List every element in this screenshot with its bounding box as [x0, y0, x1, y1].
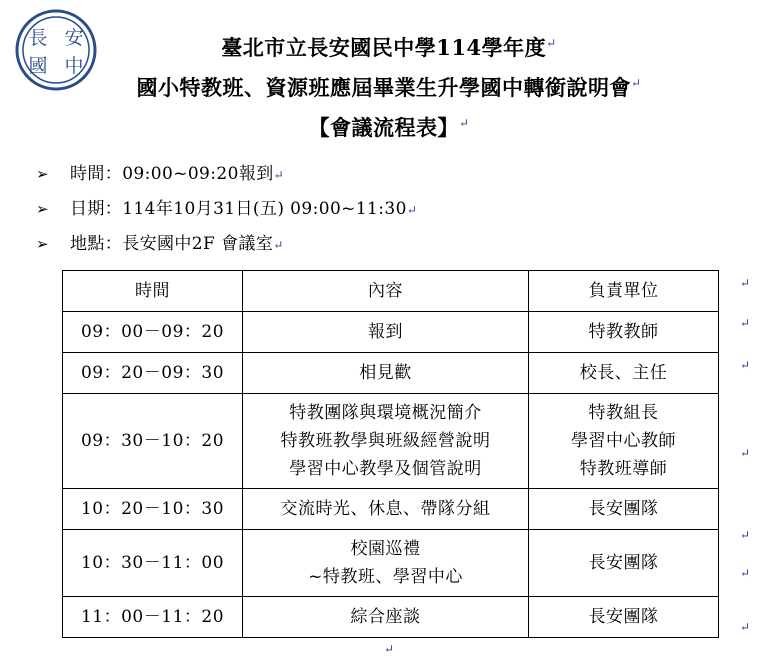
list-item-label: 日期：114年10月31日(五) 09:00~11:30	[70, 199, 407, 219]
column-header-unit: 負責單位	[529, 271, 719, 312]
page-title-line2	[0, 65, 778, 106]
table-row	[63, 489, 719, 530]
paragraph-mark: ↵	[406, 203, 417, 217]
cell-content	[243, 394, 529, 489]
page-title-line1	[0, 26, 778, 65]
cell-content-line: 特教團隊與環境概況簡介	[289, 403, 482, 423]
table-row	[63, 312, 719, 353]
cell-time: 09：00－09：20	[63, 312, 243, 353]
title-text-3: 【會議流程表】	[308, 115, 459, 140]
paragraph-mark: ↵	[740, 316, 751, 330]
table-row	[63, 530, 719, 597]
paragraph-mark: ↵	[740, 566, 751, 580]
cell-content-line: ~特教班、學習中心	[308, 567, 463, 587]
title-text-2: 國小特教班、資源班應屆畢業生升學國中轉銜說明會	[136, 75, 631, 100]
column-header-content: 內容	[243, 271, 529, 312]
arrow-bullet-icon: ➢	[36, 235, 49, 253]
cell-unit: 長安團隊	[529, 489, 719, 530]
paragraph-mark: ↵	[740, 620, 751, 634]
cell-content: 報到	[243, 312, 529, 353]
svg-text:安: 安	[64, 27, 84, 49]
schedule-table	[62, 270, 719, 638]
table-row	[63, 597, 719, 638]
cell-unit: 長安團隊	[529, 597, 719, 638]
cell-content-line: 學習中心教學及個管說明	[289, 459, 482, 479]
school-emblem-logo	[14, 8, 98, 92]
table-row	[63, 353, 719, 394]
paragraph-marks-column	[740, 270, 764, 638]
paragraph-mark: ↵	[273, 168, 284, 182]
cell-unit: 特教教師	[529, 312, 719, 353]
list-item	[36, 157, 778, 192]
list-item	[36, 227, 778, 262]
cell-unit: 長安團隊	[529, 530, 719, 597]
svg-text:中: 中	[64, 55, 84, 77]
document-end-mark: ↵	[383, 642, 395, 656]
table-row	[63, 394, 719, 489]
column-header-time: 時間	[63, 271, 243, 312]
cell-content-line: 校園巡禮	[350, 539, 421, 559]
cell-content: 綜合座談	[243, 597, 529, 638]
svg-text:長: 長	[28, 27, 48, 49]
paragraph-mark: ↵	[630, 76, 642, 90]
paragraph-mark: ↵	[458, 116, 470, 130]
list-item-label: 地點：長安國中2F 會議室	[70, 234, 274, 254]
document-headings	[0, 0, 778, 145]
paragraph-mark: ↵	[740, 528, 751, 542]
list-item	[36, 192, 778, 227]
cell-unit-line: 特教班導師	[579, 459, 668, 479]
arrow-bullet-icon: ➢	[36, 200, 49, 218]
cell-time: 09：20－09：30	[63, 353, 243, 394]
info-bullet-list	[0, 157, 778, 262]
title-text-1: 臺北市立長安國民中學114學年度	[221, 35, 547, 60]
table-header-row	[63, 271, 719, 312]
cell-time: 09：30－10：20	[63, 394, 243, 489]
cell-unit-line: 學習中心教師	[571, 431, 676, 451]
cell-time: 10：30－11：00	[63, 530, 243, 597]
cell-content	[243, 530, 529, 597]
cell-time: 10：20－10：30	[63, 489, 243, 530]
paragraph-mark: ↵	[740, 446, 751, 460]
cell-content: 相見歡	[243, 353, 529, 394]
paragraph-mark: ↵	[546, 36, 557, 50]
cell-unit-line: 特教組長	[588, 403, 659, 423]
list-item-label: 時間：09:00~09:20報到	[70, 164, 274, 184]
cell-content-line: 特教班教學與班級經營說明	[280, 431, 491, 451]
cell-content: 交流時光、休息、帶隊分組	[243, 489, 529, 530]
paragraph-mark: ↵	[740, 358, 751, 372]
page-title-line3	[0, 106, 778, 145]
paragraph-mark: ↵	[273, 238, 284, 252]
cell-unit	[529, 394, 719, 489]
paragraph-mark: ↵	[740, 276, 751, 290]
svg-text:國: 國	[28, 55, 48, 77]
cell-time: 11：00－11：20	[63, 597, 243, 638]
arrow-bullet-icon: ➢	[36, 165, 49, 183]
cell-unit: 校長、主任	[529, 353, 719, 394]
schedule-table-container	[0, 270, 778, 638]
